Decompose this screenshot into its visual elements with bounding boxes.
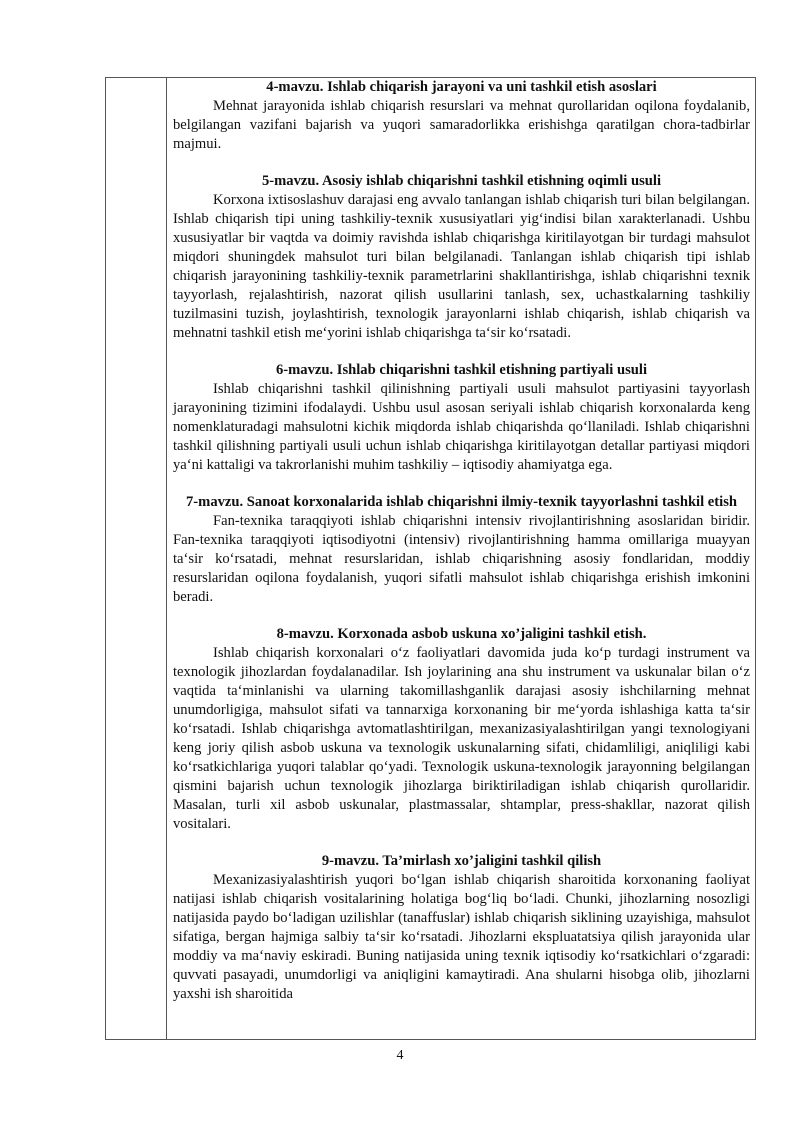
section-9 <box>173 852 750 1004</box>
section-title: 6-mavzu. Ishlab chiqarishni tashkil etishning partiyali usuli <box>275 362 648 378</box>
section-title: 7-mavzu. Sanoat korxonalarida ishlab chiqarishni ilmiy-texnik tayyorlashni tashkil etish <box>186 494 737 510</box>
section-title: 5-mavzu. Asosiy ishlab chiqarishni tashkil etishning oqimli usuli <box>261 173 661 189</box>
left-column <box>106 78 167 1039</box>
section-body: Korxona ixtisoslashuv darajasi eng avvalo tanlangan ishlab chiqarish turi bilan belgilangan. Ishlab chiqarish tipi uning tashkiliy-texnik xususiyatlari yig‘indisi bilan xarakterlanadi. Ushbu xususiyatlar bir vaqtda va doimiy ravishda ishlab chiqarishga kiritilayotgan bir turdagi mahsulot miqdori shuningdek mahsulot turi bilan belgilanadi. Tanlangan ishlab chiqarish tipi ishlab chiqarish jarayonining tashkiliy-texnik parametrlarini shakllantirishga, ishlab chiqarishni texnik tayyorlash, rejalashtirish, nazorat qilish usullarini tanlash, sex, uchastkalarning tashkiliy tuzilmasini tuzish, joylashtirish, texnologik jarayonlarni ishlab chiqarish, ishlab chiqarish va mehnatni tashkil etish me‘yorini ishlab chiqarishga ta‘sir ko‘rsatadi. <box>173 192 750 341</box>
section-title: 9-mavzu. Ta’mirlash xo’jaligini tashkil qilish <box>321 853 602 869</box>
section-5 <box>173 172 750 343</box>
section-title: 8-mavzu. Korxonada asbob uskuna xo’jaligini tashkil etish. <box>276 626 647 642</box>
page-number: 4 <box>396 1048 404 1063</box>
section-7 <box>173 493 750 607</box>
section-6 <box>173 361 750 475</box>
section-body: Ishlab chiqarish korxonalari o‘z faoliyatlari davomida juda ko‘p turdagi instrument va texnologik jihozlardan foydalanadilar. Ish joylarining ana shu instrument va uskunalar bilan o‘z vaqtida ta‘minlanishi va ularning takomillashganlik darajasi asosiy ishchilarning mehnat unumdorligiga, mahsulot sifati va tannarxiga korxonaning bir me‘yorda ishlashiga katta ta‘sir ko‘rsatadi. Ishlab chiqarishga avtomatlashtirilgan, mexanizasiyalashtirilgan yangi texnologiyani keng joriy qilish asbob uskuna va texnologik uskunalarning sifati, chidamliligi, aniqliligi kabi ko‘rsatkichlariga yuqori talablar qo‘yadi. Texnologik uskuna-texnologik jarayonning belgilangan qismini bajarish uchun texnologik jihozlarga biriktiriladigan ishlab chiqarish qurollaridir. Masalan, turli xil asbob uskunalar, plastmassalar, shtamplar, press-shakllar, nazorat qilish vositalari. <box>173 645 750 832</box>
section-4 <box>173 78 750 154</box>
page-table <box>105 77 756 1040</box>
section-body: Mexanizasiyalashtirish yuqori bo‘lgan ishlab chiqarish sharoitida korxonaning faoliyat natijasi ishlab chiqarish vositalarining holatiga bog‘liq bo‘ladi. Chunki, jihozlarning nosozligi natijasida paydo bo‘ladigan uzilishlar (tanaffuslar) ishlab chiqarish siklining uzayishiga, mahsulot sifatiga, bergan hajmiga salbiy ta‘sir ko‘rsatadi. Jihozlarni ekspluatatsiya qilish jarayonida ular moddiy va ma‘naviy eskiradi. Buning natijasida uning texnik iqtisodiy ko‘rsatkichlari o‘zgaradi: quvvati pasayadi, unumdorligi va aniqligini kamaytiradi. Ana shularni hisobga olib, jihozlarni yaxshi ish sharoitida <box>173 872 750 1002</box>
section-body: Mehnat jarayonida ishlab chiqarish resurslari va mehnat qurollaridan oqilona foydalanib, belgilangan vazifani bajarish va yuqori samaradorlikka erishishga qaratilgan chora-tadbirlar majmui. <box>173 98 750 152</box>
content-column <box>168 78 755 1039</box>
section-body: Ishlab chiqarishni tashkil qilinishning partiyali usuli mahsulot partiyasini tayyorlash jarayonining tizimini ifodalaydi. Ushbu usul asosan seriyali ishlab chiqarish korxonalarda keng nomenklaturadagi mahsulotni kichik miqdorda ishlab chiqarishda qo‘llaniladi. Ishlab chiqarishni tashkil qilishning partiyali usuli uchun ishlab chiqarishga kiritilayotgan detallar partiyasi miqdori ya‘ni kattaligi va takrorlanishi muhim tashkiliy – iqtisodiy ahamiyatga ega. <box>173 381 750 473</box>
section-title: 4-mavzu. Ishlab chiqarish jarayoni va uni tashkil etish asoslari <box>266 79 657 95</box>
section-8 <box>173 625 750 834</box>
section-body: Fan-texnika taraqqiyoti ishlab chiqarishni intensiv rivojlantirishning asoslaridan biridir. Fan-texnika taraqqiyoti iqtisodiyotni (intensiv) rivojlantirishning hamma omillariga muayyan ta‘sir ko‘rsatadi, mehnat resurslaridan, ishlab chiqarishning asosiy fondlaridan, moddiy resurslaridan oqilona foydalanish, yuqori sifatli mahsulot ishlab chiqarishga erishish imkonini beradi. <box>173 513 750 605</box>
